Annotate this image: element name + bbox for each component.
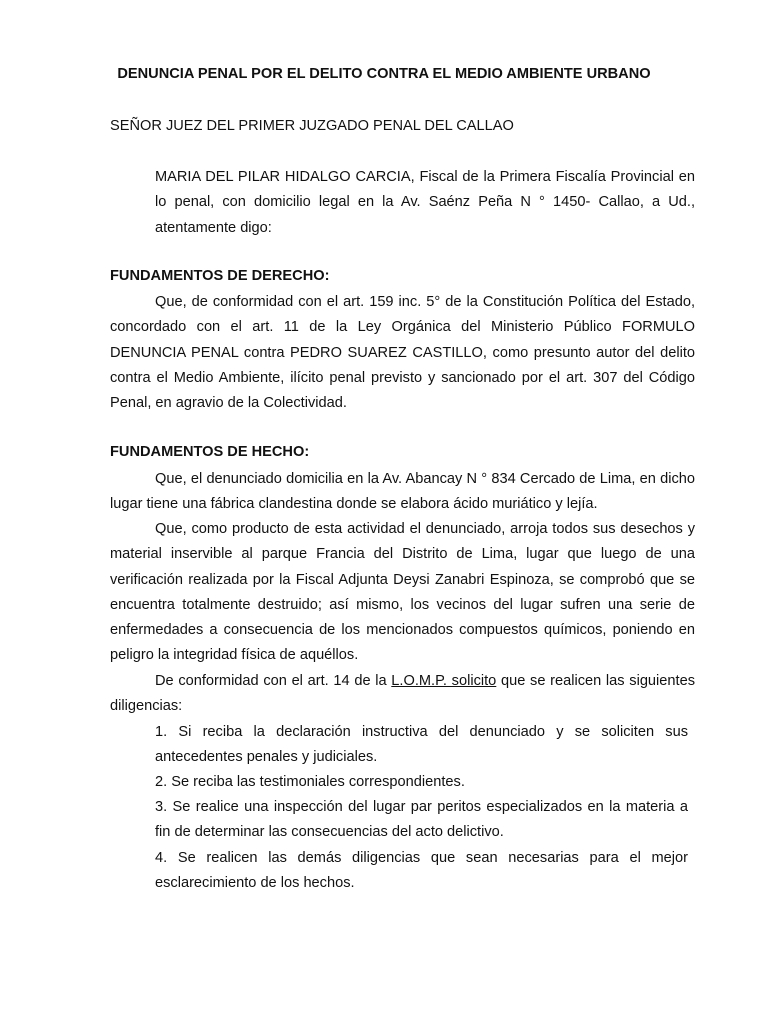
derecho-paragraph: Que, de conformidad con el art. 159 inc. 5° de la Constitución Política del Estado, concordado con el art. 11 de la Ley Orgánica del Ministerio Público FORMULO DENUNCIA PENAL contra PEDRO SUAREZ CASTILLO, como presunto autor del delito contra el Medio Ambiente, ilícito penal previsto y sancionado por el art. 307 del Código Penal, en agravio de la Colectividad. bbox=[110, 294, 695, 412]
hecho-paragraph-3 bbox=[110, 669, 695, 720]
list-item: 1. Si reciba la declaración instructiva del denunciado y se soliciten sus antecedentes penales y judiciales. bbox=[155, 724, 688, 766]
hecho-paragraph-2: Que, como producto de esta actividad el denunciado, arroja todos sus desechos y material inservible al parque Francia del Distrito de Lima, lugar que luego de una verificación realizada por la Fiscal Adjunta Deysi Zanabri Espinoza, se comprobó que se encuentra totalmente destruido; así mismo, los vecinos del lugar sufren una serie de enfermedades a consecuencia de los mencionados compuestos químicos, poniendo en peligro la integridad física de aquéllos. bbox=[110, 521, 695, 664]
diligencias-list-1 bbox=[155, 720, 688, 771]
document-title: DENUNCIA PENAL POR EL DELITO CONTRA EL MEDIO AMBIENTE URBANO bbox=[117, 66, 651, 82]
paragraph-3-start: De conformidad con el art. 14 de la bbox=[155, 673, 392, 689]
heading-fundamentos-derecho: FUNDAMENTOS DE DERECHO: bbox=[110, 268, 330, 284]
intro-paragraph: MARIA DEL PILAR HIDALGO CARCIA, Fiscal de la Primera Fiscalía Provincial en lo penal, con domicilio legal en la Av. Saénz Peña N ° 1450- Callao, a Ud., atentamente digo: bbox=[155, 169, 695, 236]
addressee: SEÑOR JUEZ DEL PRIMER JUZGADO PENAL DEL CALLAO bbox=[110, 118, 514, 134]
diligencias-list-3 bbox=[155, 795, 688, 846]
list-item: 2. Se reciba las testimoniales correspondientes. bbox=[155, 774, 465, 790]
hecho-paragraph-1: Que, el denunciado domicilia en la Av. Abancay N ° 834 Cercado de Lima, en dicho lugar tiene una fábrica clandestina donde se elabora ácido muriático y lejía. bbox=[110, 471, 695, 513]
heading-fundamentos-hecho: FUNDAMENTOS DE HECHO: bbox=[110, 444, 310, 460]
diligencias-list-4 bbox=[155, 846, 688, 897]
diligencias-list-2 bbox=[155, 770, 688, 795]
list-item: 3. Se realice una inspección del lugar par peritos especializados en la materia a fin de determinar las consecuencias del acto delictivo. bbox=[155, 799, 688, 841]
paragraph-3-end: que se realicen las siguientes diligencias: bbox=[110, 673, 695, 715]
underlined-lomp: L.O.M.P. solicito bbox=[391, 673, 497, 689]
list-item: 4. Se realicen las demás diligencias que sean necesarias para el mejor esclarecimiento de los hechos. bbox=[155, 850, 688, 892]
